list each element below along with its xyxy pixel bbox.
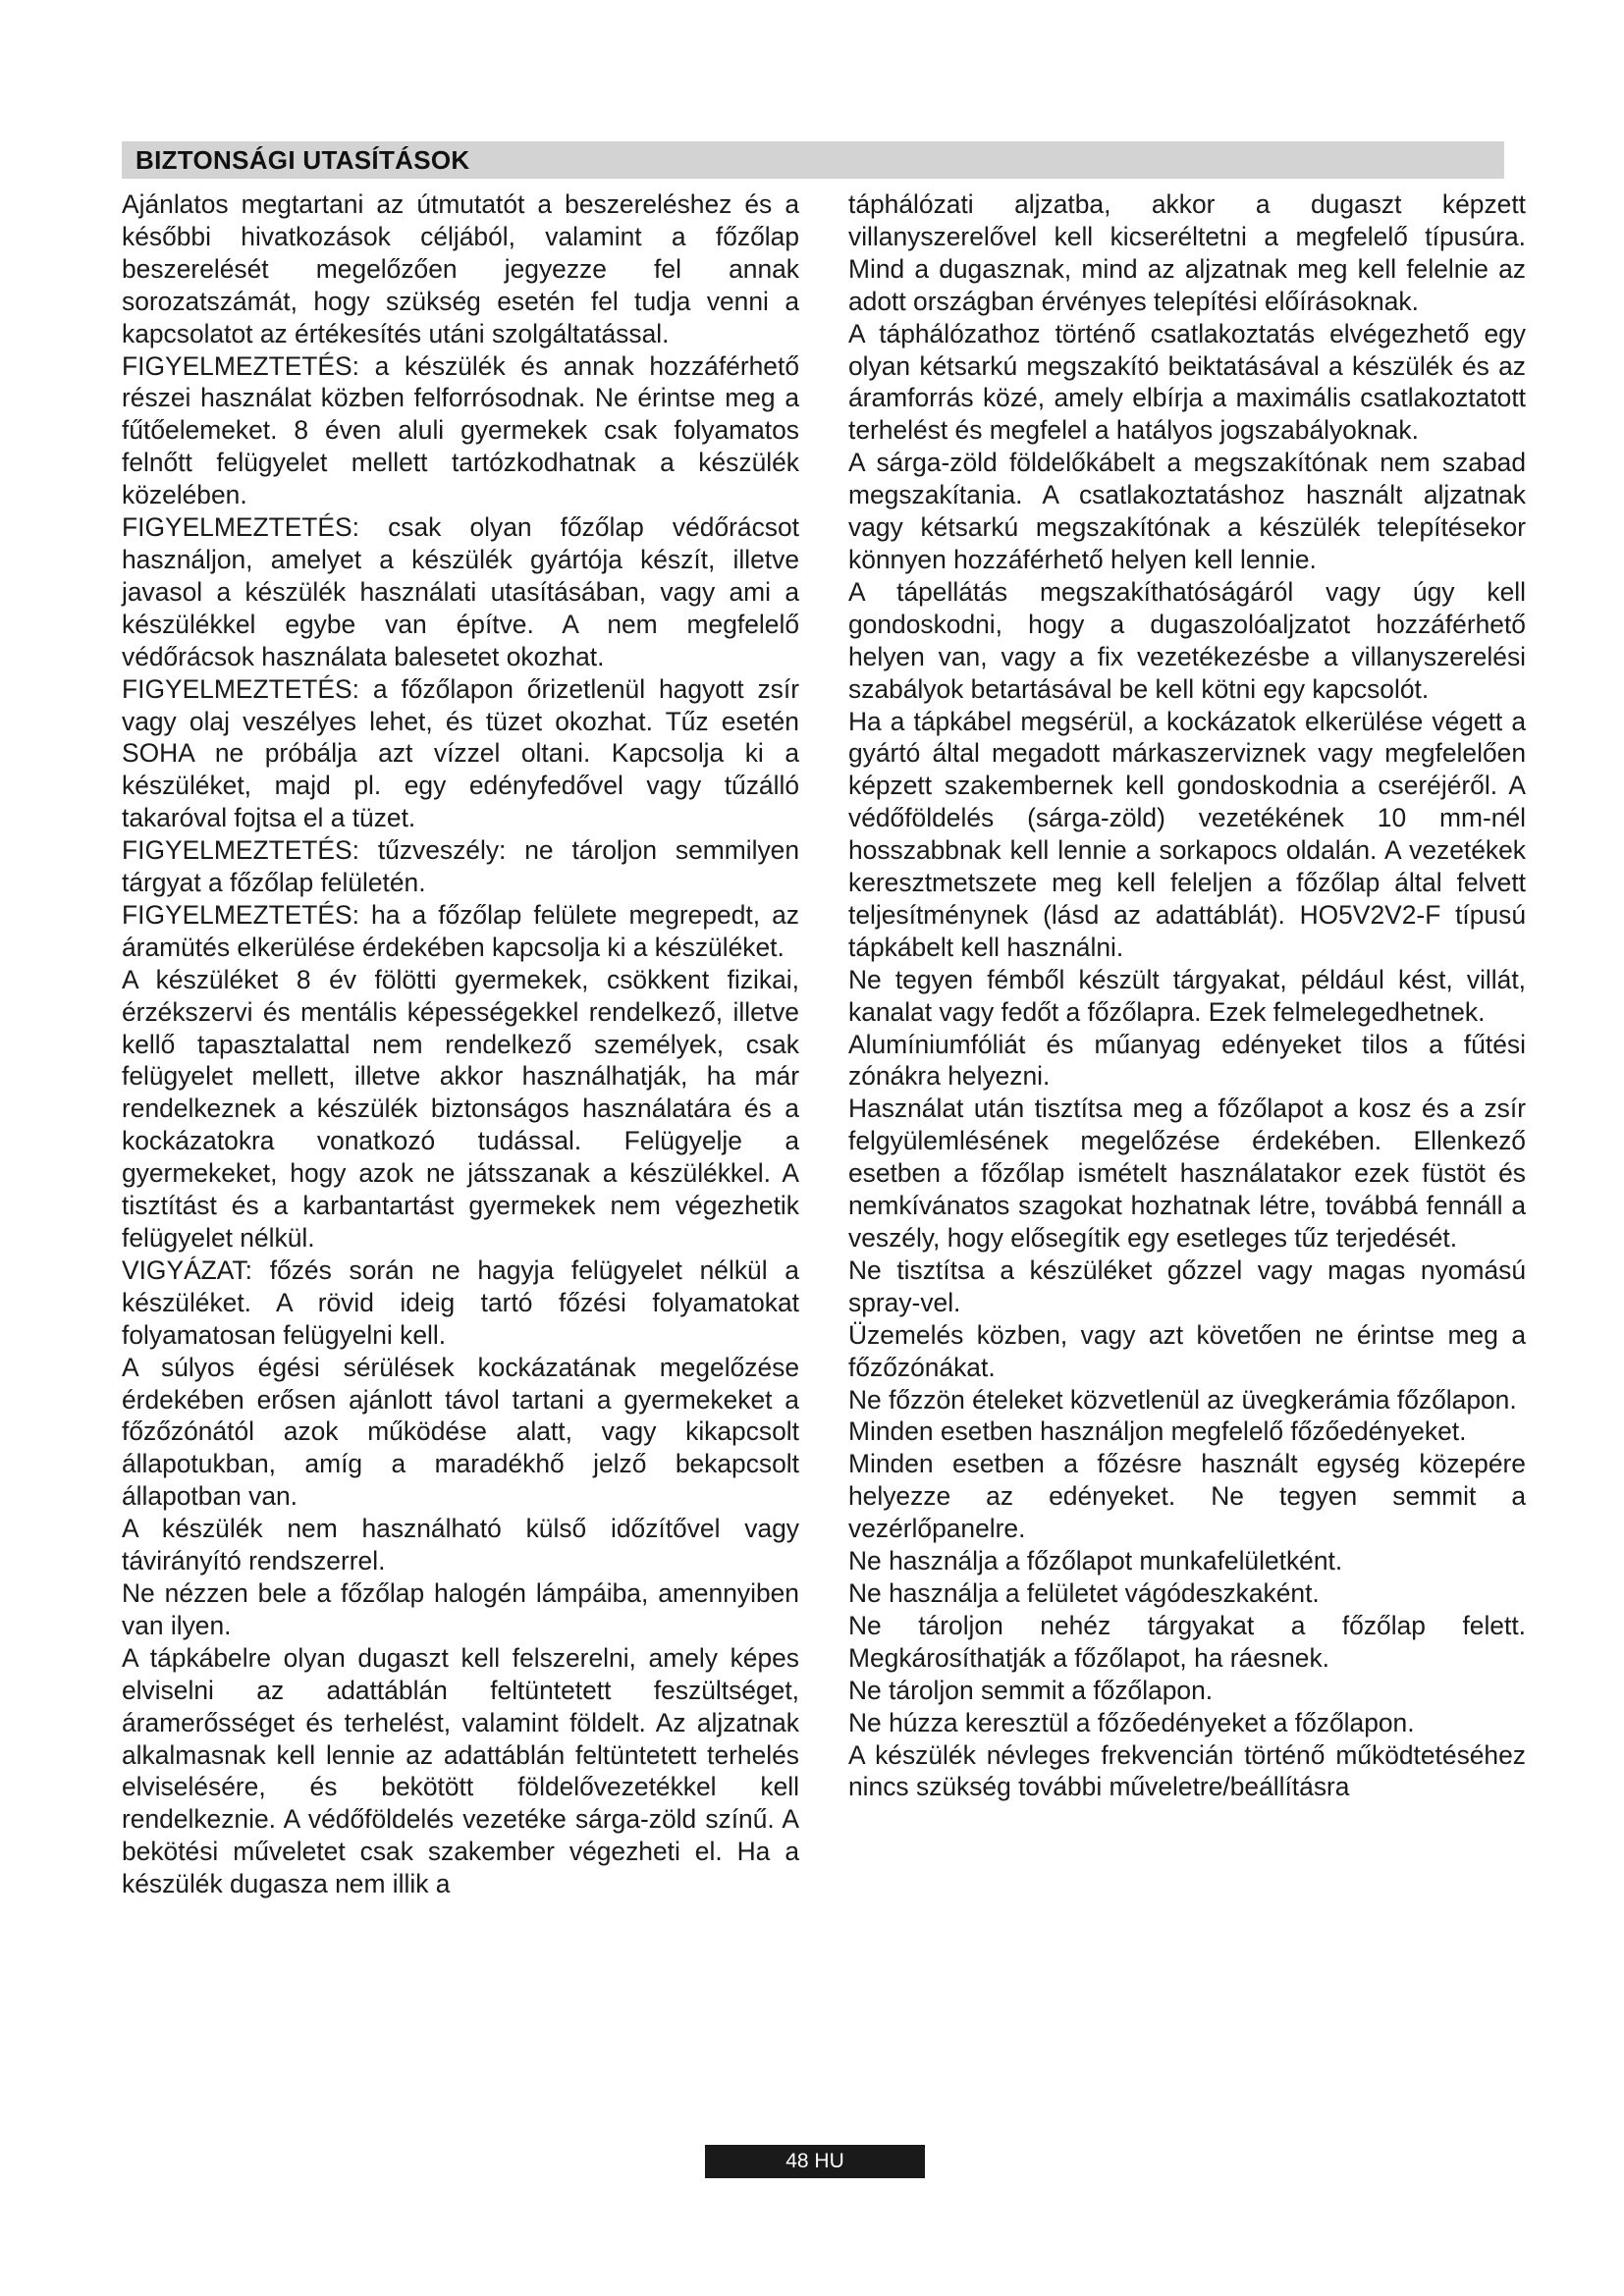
paragraph: Ne használja a felületet vágódeszkaként. (848, 1577, 1320, 1608)
paragraph: Ne húzza keresztül a főzőedényeket a főzőlapon. (848, 1707, 1415, 1737)
section-header-bar (122, 141, 1504, 179)
section-title: BIZTONSÁGI UTASÍTÁSOK (135, 145, 470, 175)
paragraph: Ne tisztítsa a készüléket gőzzel vagy magas nyomású spray-vel. (848, 1255, 1526, 1317)
paragraph: Ne nézzen bele a főzőlap halogén lámpáiba, amennyiben van ilyen. (122, 1577, 799, 1640)
paragraph: FIGYELMEZTETÉS: csak olyan főzőlap védőrácsot használjon, amelyet a készülék gyártója készít, illetve javasol a készülék használati utasításában, vagy ami a készülékkel egybe van építve. A nem megfelelő védőrácsok használata balesetet okozhat. (122, 512, 799, 671)
paragraph: FIGYELMEZTETÉS: a főzőlapon őrizetlenül hagyott zsír vagy olaj veszélyes lehet, és tüzet okozhat. Tűz esetén SOHA ne próbálja azt vízzel oltani. Kapcsolja ki a készüléket, majd pl. egy edényfedővel vagy tűzálló takaróval fojtsa el a tüzet. (122, 673, 799, 833)
paragraph: VIGYÁZAT: főzés során ne hagyja felügyelet nélkül a készüléket. A rövid ideig tartó főzési folyamatokat folyamatosan felügyelni kell. (122, 1255, 799, 1350)
paragraph: Használat után tisztítsa meg a főzőlapot a kosz és a zsír felgyülemlésének megelőzése érdekében. Ellenkező esetben a főzőlap ismételt használatakor ezek füstöt és nemkívánatos szagokat hozhatnak létre, továbbá fennáll a veszély, hogy elősegítik egy esetleges tűz terjedését. (848, 1094, 1526, 1253)
paragraph: FIGYELMEZTETÉS: tűzveszély: ne tároljon semmilyen tárgyat a főzőlap felületén. (122, 835, 799, 898)
paragraph: A készülék névleges frekvencián történő működtetéséhez nincs szükség további műveletre/beállításra (848, 1739, 1526, 1802)
paragraph: A sárga-zöld földelőkábelt a megszakítónak nem szabad megszakítania. A csatlakoztatáshoz használt aljzatnak vagy kétsarkú megszakítónak a készülék telepítésekor könnyen hozzáférhető helyen kell lennie. (848, 448, 1526, 574)
paragraph: A készülék nem használható külső időzítővel vagy távirányító rendszerrel. (122, 1514, 799, 1576)
paragraph: Ne tegyen fémből készült tárgyakat, például kést, villát, kanalat vagy fedőt a főzőlapra. Ezek felmelegedhetnek. (848, 964, 1526, 1027)
page-number: 48 HU (785, 2150, 844, 2172)
right-column (848, 188, 1526, 1803)
paragraph: Ajánlatos megtartani az útmutatót a beszereléshez és a későbbi hivatkozások céljából, valamint a főzőlap beszerelését megelőzően jegyezze fel annak sorozatszámát, hogy szükség esetén fel tudja venni a kapcsolatot az értékesítés utáni szolgáltatással. (122, 189, 799, 348)
paragraph: A készüléket 8 év fölötti gyermekek, csökkent fizikai, érzékszervi és mentális képességekkel rendelkező, illetve kellő tapasztalattal nem rendelkező személyek, csak felügyelet mellett, illetve akkor használhatják, ha már rendelkeznek a készülék biztonságos használatára és a kockázatokra vonatkozó tudással. Felügyelje a gyermekeket, hogy azok ne játsszanak a készülékkel. A tisztítást és a karbantartást gyermekek nem végezhetik felügyelet nélkül. (122, 964, 799, 1253)
paragraph: A táphálózathoz történő csatlakoztatás elvégezhető egy olyan kétsarkú megszakító beiktatásával a készülék és az áramforrás közé, amely elbírja a maximális csatlakoztatott terhelést és megfelel a hatályos jogszabályoknak. (848, 318, 1526, 446)
left-column (122, 188, 799, 1900)
paragraph: Ne főzzön ételeket közvetlenül az üvegkerámia főzőlapon. (848, 1384, 1517, 1415)
paragraph: Minden esetben használjon megfelelő főzőedényeket. (848, 1416, 1467, 1447)
paragraph: táphálózati aljzatba, akkor a dugaszt képzett villanyszerelővel kell kicseréltetni a megfelelő típusúra. Mind a dugasznak, mind az aljzatnak meg kell felelnie az adott országban érvényes telepítési előírásoknak. (848, 189, 1526, 316)
paragraph: Ne használja a főzőlapot munkafelületként. (848, 1546, 1343, 1576)
paragraph: Minden esetben a főzésre használt egység közepére helyezze az edényeket. Ne tegyen semmit a vezérlőpanelre. (848, 1449, 1526, 1544)
paragraph: Ne tároljon semmit a főzőlapon. (848, 1675, 1214, 1705)
paragraph: Ha a tápkábel megsérül, a kockázatok elkerülése végett a gyártó által megadott márkaszerviznek vagy megfelelően képzett szakembernek kell gondoskodnia a cseréjéről. A védőföldelés (sárga-zöld) vezetékének 10 mm-nél hosszabbnak kell lennie a sorkapocs oldalán. A vezetékek keresztmetszete meg kell feleljen a főzőlap által felvett teljesítménynek (lásd az adattáblát). HO5V2V2-F típusú tápkábelt kell használni. (848, 706, 1526, 962)
paragraph: FIGYELMEZTETÉS: a készülék és annak hozzáférhető részei használat közben felforrósodnak. Ne érintse meg a fűtőelemeket. 8 éven aluli gyermekek csak folyamatos felnőtt felügyelet mellett tartózkodhatnak a készülék közelében. (122, 350, 799, 510)
paragraph: Alumíniumfóliát és műanyag edényeket tilos a fűtési zónákra helyezni. (848, 1029, 1526, 1092)
paragraph: A tápellátás megszakíthatóságáról vagy úgy kell gondoskodni, hogy a dugaszolóaljzatot hozzáférhető helyen van, vagy a fix vezetékezésbe a villanyszerelési szabályok betartásával be kell kötni egy kapcsolót. (848, 576, 1526, 704)
paragraph: Ne tároljon nehéz tárgyakat a főzőlap felett. Megkárosíthatják a főzőlapot, ha ráesnek. (848, 1610, 1526, 1673)
paragraph: A súlyos égési sérülések kockázatának megelőzése érdekében erősen ajánlott távol tartani a gyermekeket a főzőzónától azok működése alatt, vagy kikapcsolt állapotukban, amíg a maradékhő jelző bekapcsolt állapotban van. (122, 1352, 799, 1512)
paragraph: FIGYELMEZTETÉS: ha a főzőlap felülete megrepedt, az áramütés elkerülése érdekében kapcsolja ki a készüléket. (122, 899, 799, 962)
paragraph: A tápkábelre olyan dugaszt kell felszerelni, amely képes elviselni az adattáblán feltüntetett feszültséget, áramerősséget és terhelést, valamint földelt. Az aljzatnak alkalmasnak kell lennie az adattáblán feltüntetett terhelés elviselésére, és bekötött földelővezetékkel kell rendelkeznie. A védőföldelés vezetéke sárga-zöld színű. A bekötési műveletet csak szakember végezheti el. Ha a készülék dugasza nem illik a (122, 1642, 799, 1899)
paragraph: Üzemelés közben, vagy azt követően ne érintse meg a főzőzónákat. (848, 1319, 1526, 1382)
page-number-box (705, 2145, 925, 2178)
